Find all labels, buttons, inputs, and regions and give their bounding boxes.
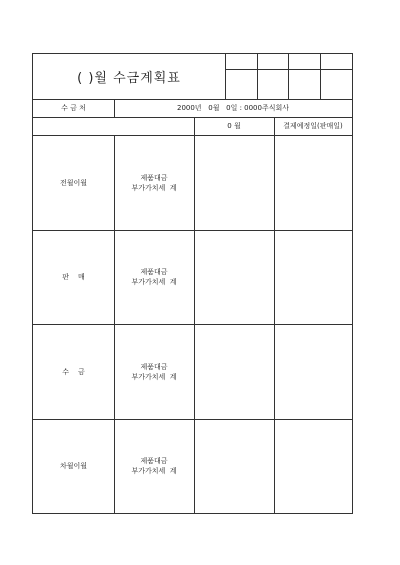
item-product: 제품대금 (140, 268, 168, 276)
approval-line (225, 69, 352, 70)
approval-divider (225, 54, 226, 99)
recipient-label: 수 금 처 (61, 104, 86, 112)
row-label: 전월이월 (59, 178, 88, 187)
item-vat-total: 부가가치세 계 (131, 183, 177, 192)
row-items (114, 135, 194, 230)
col-line (274, 117, 275, 513)
col-payment-header: 결제예정일(판매일) (283, 122, 343, 130)
plan-table (33, 99, 352, 513)
row-label: 수 금 (62, 367, 85, 376)
item-vat-total: 부가가치세 계 (131, 372, 177, 381)
row-items (114, 324, 194, 419)
document-title: ( )월 수금계획표 (77, 71, 181, 86)
document-page (32, 53, 353, 514)
approval-box (225, 54, 352, 99)
item-vat-total: 부가가치세 계 (131, 467, 177, 475)
col-line (194, 117, 195, 513)
item-product: 제품대금 (140, 457, 168, 465)
row-label: 차월이월 (59, 462, 88, 470)
approval-divider (320, 54, 321, 99)
title-row (33, 54, 352, 100)
row-items (114, 419, 194, 513)
recipient-value: 2000년 0월 0일 : 0000주식회사 (176, 104, 290, 112)
row-items (114, 230, 194, 324)
item-vat-total: 부가가치세 계 (131, 278, 177, 286)
item-product: 제품대금 (140, 173, 168, 182)
col-month-header: 0 월 (227, 122, 241, 130)
item-product: 제품대금 (140, 362, 168, 371)
approval-divider (288, 54, 289, 99)
row-label: 판 매 (62, 273, 85, 281)
approval-divider (257, 54, 258, 99)
